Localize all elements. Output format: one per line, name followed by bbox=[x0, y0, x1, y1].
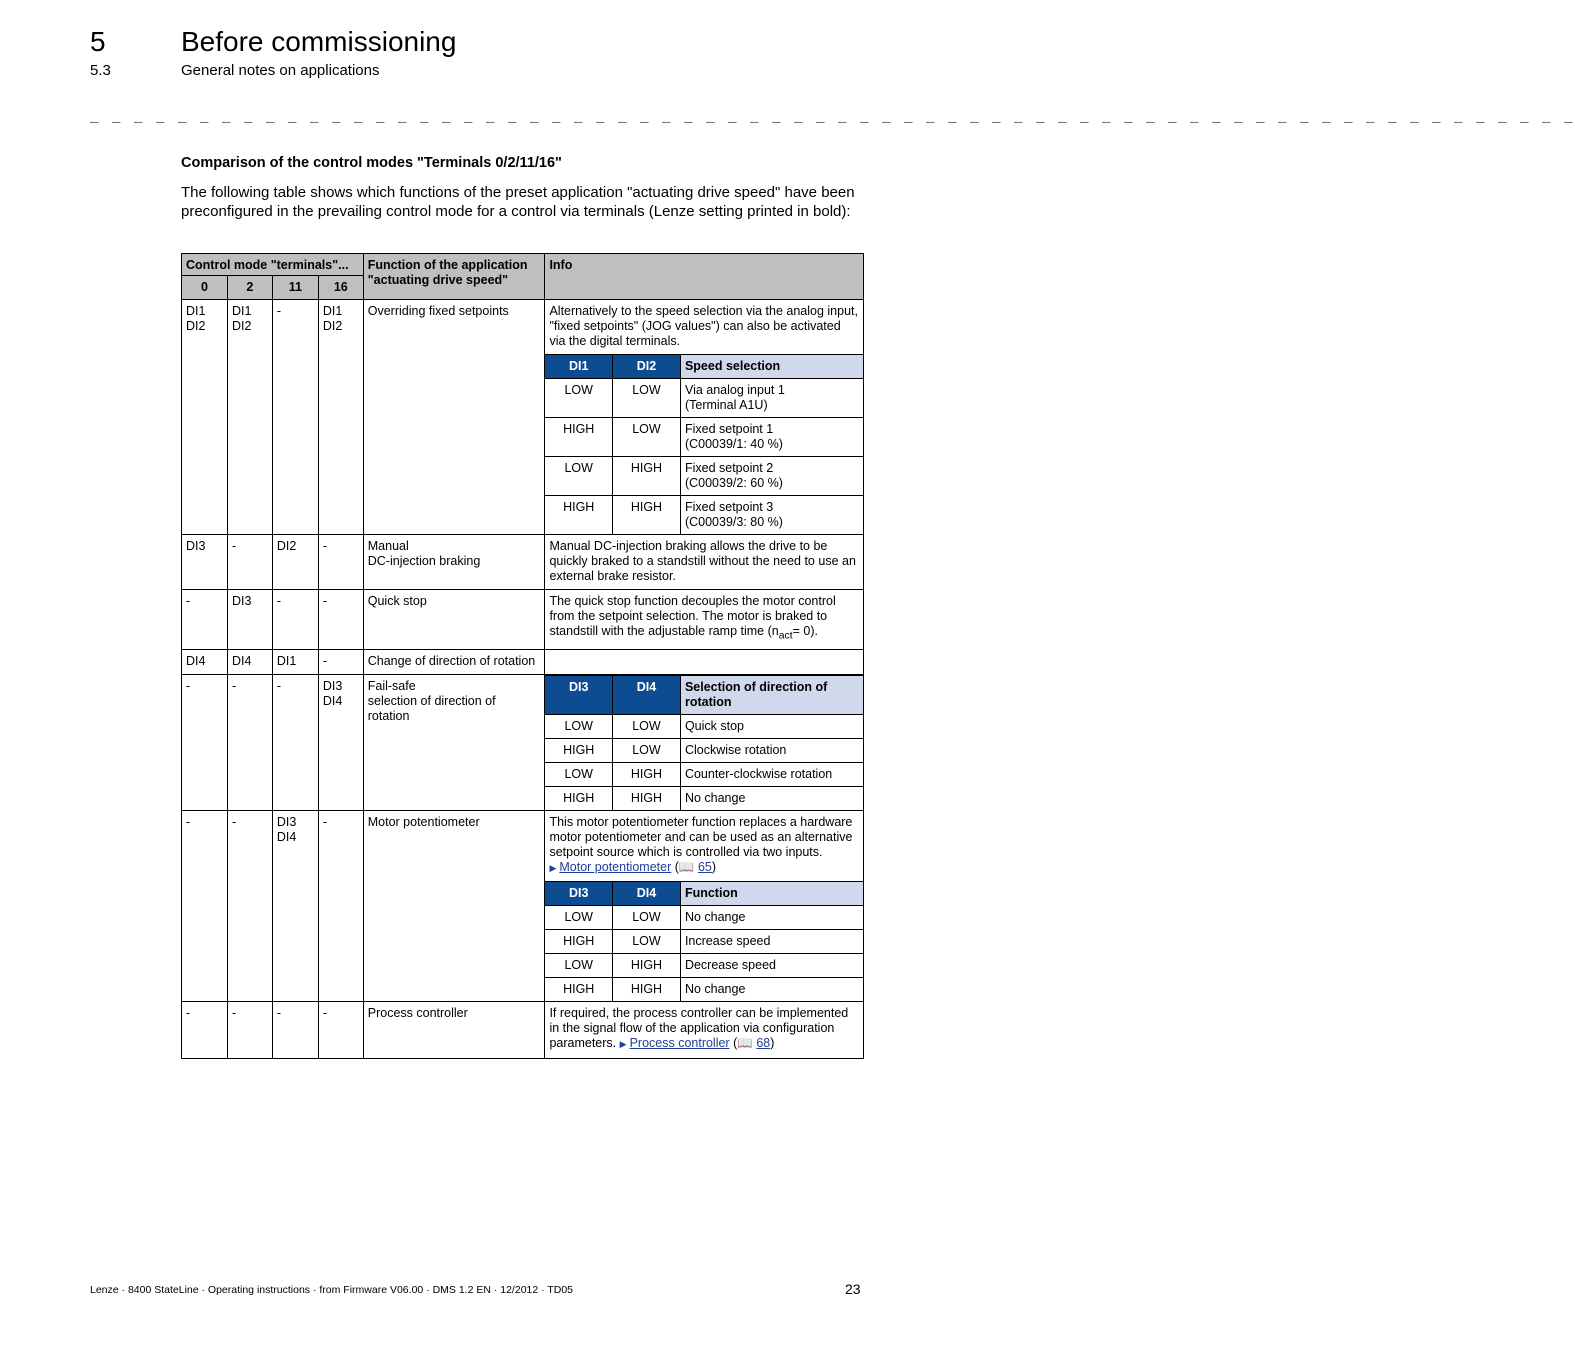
sub-cell: HIGH bbox=[612, 977, 680, 1001]
cell-function: Change of direction of rotation bbox=[363, 649, 545, 674]
cell-mode-16: - bbox=[318, 535, 363, 590]
cell-mode-0: - bbox=[182, 590, 228, 650]
sub-cell: HIGH bbox=[612, 762, 680, 786]
cell-mode-0: DI4 bbox=[182, 649, 228, 674]
sub-cell: HIGH bbox=[545, 977, 612, 1001]
cell-mode-2: DI1 DI2 bbox=[227, 300, 272, 535]
header-info: Info bbox=[545, 254, 864, 300]
cell-mode-2: - bbox=[227, 1001, 272, 1058]
cell-info bbox=[545, 300, 864, 535]
cell-function: Fail-safe selection of direction of rotation bbox=[363, 674, 545, 810]
sub-cell: HIGH bbox=[612, 457, 680, 496]
cell-info bbox=[545, 674, 864, 810]
chapter-number: 5 bbox=[90, 26, 106, 57]
sub-cell: No change bbox=[680, 786, 863, 810]
cell-mode-0: - bbox=[182, 1001, 228, 1058]
link-arrow-icon: ▶ bbox=[619, 1038, 627, 1049]
chapter-title: Before commissioning bbox=[181, 26, 457, 57]
sub-cell: Clockwise rotation bbox=[680, 738, 863, 762]
table-row bbox=[182, 810, 864, 1001]
sub-header-di3: DI3 bbox=[545, 675, 612, 714]
cell-mode-0: DI1 DI2 bbox=[182, 300, 228, 535]
cell-function: Manual DC-injection braking bbox=[363, 535, 545, 590]
sub-cell: Increase speed bbox=[680, 929, 863, 953]
cell-mode-11: DI1 bbox=[272, 649, 318, 674]
cell-mode-11: DI2 bbox=[272, 535, 318, 590]
book-icon: 📖 bbox=[737, 1035, 753, 1050]
sub-row bbox=[545, 762, 863, 786]
header-divider: _ _ _ _ _ _ _ _ _ _ _ _ _ _ _ _ _ _ _ _ _ _ _ _ _ _ _ _ _ _ _ _ _ _ _ _ _ _ _ _ _ _ _ _ _ _ _ _ _ _ _ _ _ _ _ _ _ _ _ _ _ _ _ _ _ _ _ _ bbox=[90, 110, 1575, 126]
sub-cell: LOW bbox=[545, 714, 612, 738]
sub-row bbox=[545, 738, 863, 762]
cell-mode-2: - bbox=[227, 535, 272, 590]
sub-cell: LOW bbox=[612, 714, 680, 738]
cell-mode-16: DI1 DI2 bbox=[318, 300, 363, 535]
sub-row bbox=[545, 457, 863, 496]
direction-selection-table bbox=[545, 675, 863, 810]
book-icon: 📖 bbox=[678, 859, 695, 874]
cell-info bbox=[545, 810, 864, 1001]
header-control-mode: Control mode "terminals"... bbox=[182, 254, 364, 276]
sub-row bbox=[545, 496, 863, 535]
cell-mode-16: - bbox=[318, 590, 363, 650]
cell-info: The quick stop function decouples the motor control from the setpoint selection. The motor is braked to standstill with the adjustable ramp time $(n_{act}= 0)$. bbox=[545, 590, 864, 650]
sub-cell: LOW bbox=[612, 418, 680, 457]
cell-mode-16: - bbox=[318, 810, 363, 1001]
sub-row bbox=[545, 786, 863, 810]
sub-cell: HIGH bbox=[545, 418, 612, 457]
cell-info: If required, the process controller can be implemented in the signal flow of the application via configuration parameters. ▶ Process controller (📖 68) bbox=[545, 1001, 864, 1058]
sub-header-di4: DI4 bbox=[612, 675, 680, 714]
cell-mode-0: - bbox=[182, 810, 228, 1001]
sub-header-di4: DI4 bbox=[612, 881, 680, 905]
control-mode-table bbox=[181, 253, 864, 1059]
section-heading: Comparison of the control modes "Terminals 0/2/11/16" bbox=[181, 155, 562, 171]
cell-info: Manual DC-injection braking allows the drive to be quickly braked to a standstill without the need to use an external brake resistor. bbox=[545, 535, 864, 590]
table-row bbox=[182, 1001, 864, 1058]
sub-cell: Via analog input 1 (Terminal A1U) bbox=[680, 379, 863, 418]
link-arrow-icon: ▶ bbox=[549, 862, 557, 873]
page-ref-link[interactable]: 68 bbox=[756, 1035, 771, 1050]
cell-mode-11: - bbox=[272, 300, 318, 535]
sub-cell: Fixed setpoint 2 (C00039/2: 60 %) bbox=[680, 457, 863, 496]
speed-selection-table bbox=[545, 354, 863, 534]
sub-cell: HIGH bbox=[545, 496, 612, 535]
sub-cell: LOW bbox=[545, 905, 612, 929]
sub-cell: LOW bbox=[545, 457, 612, 496]
cell-mode-11: - bbox=[272, 590, 318, 650]
sub-row bbox=[545, 953, 863, 977]
cell-mode-2: - bbox=[227, 674, 272, 810]
cell-mode-11: DI3 DI4 bbox=[272, 810, 318, 1001]
sub-row bbox=[545, 379, 863, 418]
cell-mode-16: - bbox=[318, 1001, 363, 1058]
header-col-2: 2 bbox=[227, 276, 272, 300]
cell-function: Process controller bbox=[363, 1001, 545, 1058]
table-row bbox=[182, 300, 864, 535]
sub-cell: Fixed setpoint 3 (C00039/3: 80 %) bbox=[680, 496, 863, 535]
sub-header-di1: DI1 bbox=[545, 355, 612, 379]
cell-mode-11: - bbox=[272, 674, 318, 810]
footer-text: Lenze · 8400 StateLine · Operating instructions · from Firmware V06.00 · DMS 1.2 EN · 12/2012 · TD05 bbox=[90, 1284, 574, 1296]
cell-mode-2: DI4 bbox=[227, 649, 272, 674]
sub-cell: HIGH bbox=[545, 786, 612, 810]
process-controller-link[interactable]: Process controller bbox=[629, 1035, 730, 1050]
cell-function: Motor potentiometer bbox=[363, 810, 545, 1001]
motor-potentiometer-table bbox=[545, 881, 863, 1001]
motor-potentiometer-link[interactable]: Motor potentiometer bbox=[559, 859, 672, 874]
sub-header-di3: DI3 bbox=[545, 881, 612, 905]
sub-cell: No change bbox=[680, 977, 863, 1001]
page-number: 23 bbox=[845, 1281, 861, 1297]
sub-cell: Decrease speed bbox=[680, 953, 863, 977]
sub-cell: HIGH bbox=[612, 786, 680, 810]
header-col-16: 16 bbox=[318, 276, 363, 300]
cell-function: Quick stop bbox=[363, 590, 545, 650]
sub-header-di2: DI2 bbox=[612, 355, 680, 379]
sub-header-function: Function bbox=[680, 881, 863, 905]
sub-header-speed-selection: Speed selection bbox=[680, 355, 863, 379]
cell-mode-2: DI3 bbox=[227, 590, 272, 650]
cell-mode-0: DI3 bbox=[182, 535, 228, 590]
sub-cell: LOW bbox=[545, 379, 612, 418]
sub-row bbox=[545, 905, 863, 929]
cell-function: Overriding fixed setpoints bbox=[363, 300, 545, 535]
cell-mode-16: DI3 DI4 bbox=[318, 674, 363, 810]
info-text: This motor potentiometer function replaces a hardware motor potentiometer and can be used as an alternative setpoint source which is controlled via two inputs. ▶ Motor potentiometer (📖 65) bbox=[549, 814, 853, 874]
sub-row bbox=[545, 418, 863, 457]
intro-paragraph: The following table shows which functions of the preset application "actuating drive speed" have been preconfigured in the prevailing control mode for a control via terminals (Lenze setting printed in bold): bbox=[181, 184, 855, 220]
sub-cell: HIGH bbox=[612, 953, 680, 977]
sub-cell: Counter-clockwise rotation bbox=[680, 762, 863, 786]
table-row bbox=[182, 649, 864, 674]
sub-cell: HIGH bbox=[612, 496, 680, 535]
cell-mode-2: - bbox=[227, 810, 272, 1001]
table-row bbox=[182, 674, 864, 810]
cell-mode-0: - bbox=[182, 674, 228, 810]
sub-cell: LOW bbox=[612, 905, 680, 929]
header-col-11: 11 bbox=[272, 276, 318, 300]
header-col-0: 0 bbox=[182, 276, 228, 300]
info-text: Alternatively to the speed selection via the analog input, "fixed setpoints" (JOG values") can also be activated via the digital terminals. bbox=[549, 304, 858, 348]
cell-info bbox=[545, 649, 864, 674]
section-title: General notes on applications bbox=[181, 62, 380, 79]
sub-cell: Quick stop bbox=[680, 714, 863, 738]
sub-cell: HIGH bbox=[545, 738, 612, 762]
cell-mode-11: - bbox=[272, 1001, 318, 1058]
sub-cell: LOW bbox=[612, 929, 680, 953]
sub-row bbox=[545, 977, 863, 1001]
sub-cell: LOW bbox=[545, 762, 612, 786]
table-row bbox=[182, 590, 864, 650]
header-function: Function of the application "actuating drive speed" bbox=[363, 254, 545, 300]
sub-header-direction: Selection of direction of rotation bbox=[680, 675, 863, 714]
sub-cell: HIGH bbox=[545, 929, 612, 953]
section-number: 5.3 bbox=[90, 62, 111, 79]
sub-cell: LOW bbox=[612, 379, 680, 418]
page-ref-link[interactable]: 65 bbox=[697, 859, 712, 874]
sub-cell: LOW bbox=[545, 953, 612, 977]
sub-cell: Fixed setpoint 1 (C00039/1: 40 %) bbox=[680, 418, 863, 457]
table-row bbox=[182, 535, 864, 590]
sub-cell: LOW bbox=[612, 738, 680, 762]
cell-mode-16: - bbox=[318, 649, 363, 674]
sub-row bbox=[545, 929, 863, 953]
sub-cell: No change bbox=[680, 905, 863, 929]
sub-row bbox=[545, 714, 863, 738]
